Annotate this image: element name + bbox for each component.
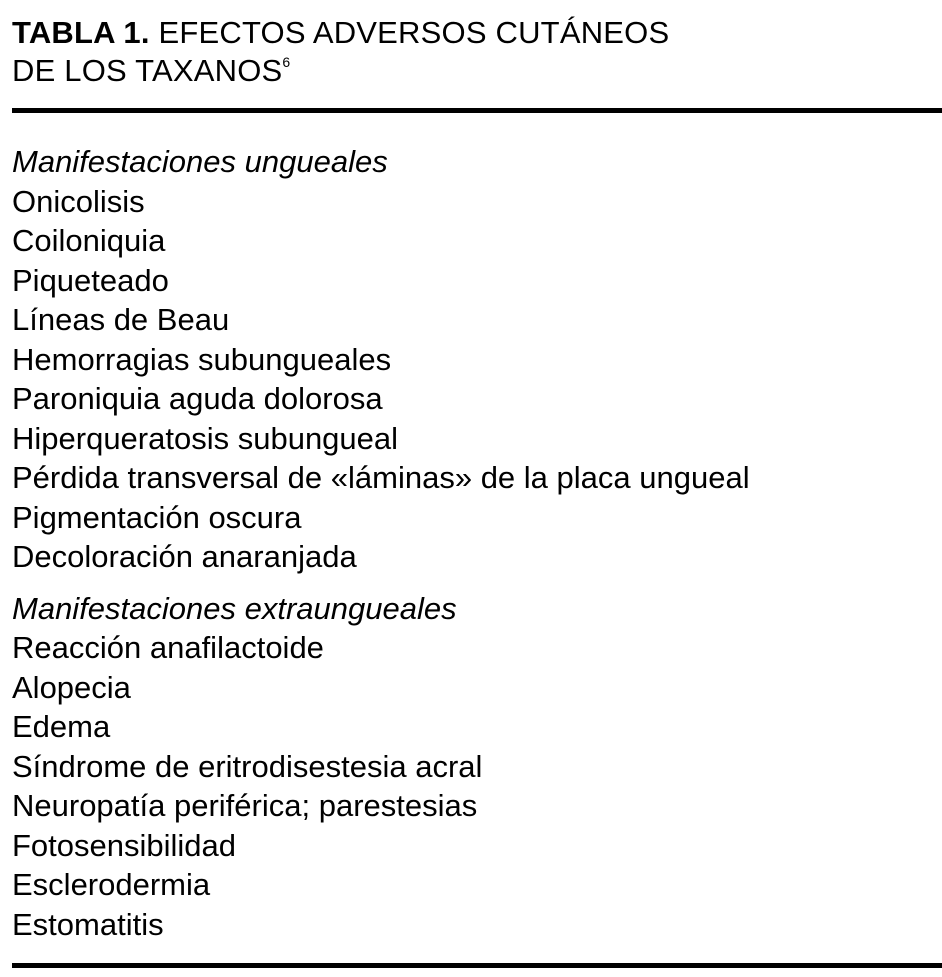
table-body [12, 142, 942, 944]
list-item: Fotosensibilidad [12, 827, 237, 863]
list-item: Reacción anafilactoide [12, 630, 324, 665]
table-caption [12, 10, 942, 90]
section-heading: Manifestaciones extraungueales [12, 590, 457, 626]
table-title-line-2: DE LOS TAXANOS [12, 53, 283, 88]
list-item: Hiperqueratosis subungueal [12, 420, 399, 456]
list-item: Neuropatía periférica; parestesias [12, 788, 478, 823]
list-item: Hemorragias subungueales [12, 341, 392, 377]
list-item: Estomatitis [12, 906, 164, 942]
list-item: Alopecia [12, 669, 131, 705]
list-item: Síndrome de eritrodisestesia acral [12, 748, 483, 784]
table-title-line-1: EFECTOS ADVERSOS CUTÁNEOS [158, 15, 670, 50]
table-caption-line-1 [12, 14, 942, 52]
table [12, 10, 942, 942]
top-rule [12, 108, 942, 113]
list-item: Edema [12, 709, 111, 744]
list-item: Pérdida transversal de «láminas» de la placa ungueal [12, 460, 750, 495]
reference-superscript: 6 [282, 54, 291, 70]
list-item: Decoloración anaranjada [12, 539, 357, 574]
list-item: Esclerodermia [12, 867, 211, 902]
list-item: Líneas de Beau [12, 302, 230, 337]
section-extraungueales [12, 589, 942, 945]
table-caption-line-2 [12, 52, 942, 90]
list-item: Coiloniquia [12, 223, 166, 258]
list-item: Pigmentación oscura [12, 499, 302, 535]
list-item: Onicolisis [12, 183, 145, 219]
bottom-rule [12, 963, 942, 968]
table-label: TABLA 1. [12, 15, 150, 50]
section-heading: Manifestaciones ungueales [12, 144, 388, 179]
section-ungueales [12, 142, 942, 577]
list-item: Piqueteado [12, 262, 169, 298]
list-item: Paroniquia aguda dolorosa [12, 381, 383, 416]
